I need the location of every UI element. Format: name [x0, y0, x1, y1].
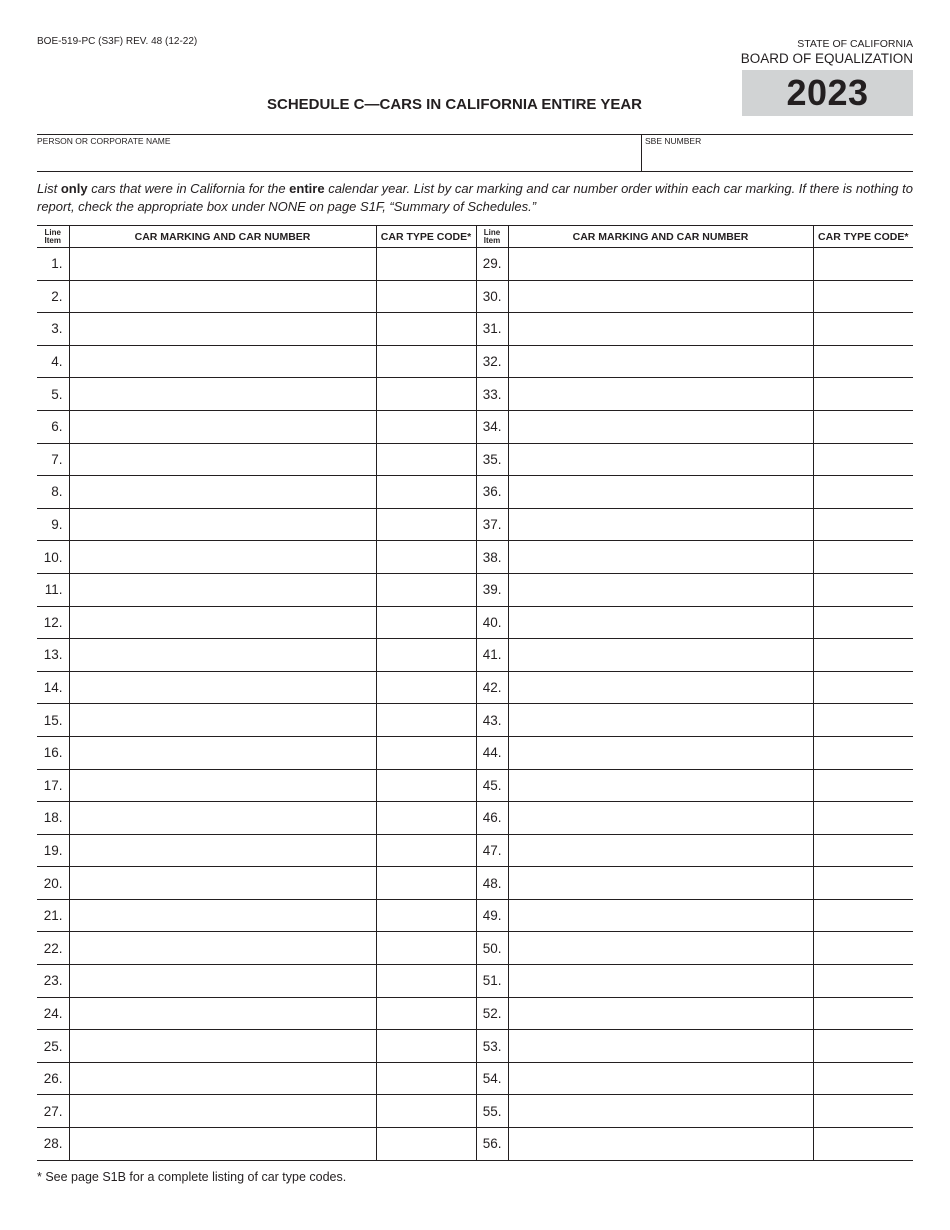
line-item-number: 2.: [37, 280, 69, 313]
ident-divider: [641, 135, 642, 171]
car-type-code-cell[interactable]: [376, 1095, 476, 1128]
car-type-code-cell[interactable]: [376, 573, 476, 606]
line-item-number: 45.: [476, 769, 508, 802]
line-item-number: 13.: [37, 639, 69, 672]
car-marking-cell[interactable]: [508, 541, 813, 574]
line-item-number: 51.: [476, 965, 508, 998]
table-row: [37, 573, 913, 606]
car-type-code-cell[interactable]: [813, 704, 913, 737]
car-marking-cell[interactable]: [508, 899, 813, 932]
car-marking-cell[interactable]: [69, 704, 376, 737]
footnote: * See page S1B for a complete listing of car type codes.: [37, 1170, 347, 1184]
line-item-header: Line Item: [476, 226, 508, 248]
car-type-code-header: CAR TYPE CODE*: [813, 226, 913, 248]
identification-section: [37, 134, 913, 172]
car-marking-cell[interactable]: [69, 671, 376, 704]
instructions: List only cars that were in California for the entire calendar year. List by car marking and car number order within each car marking. If there is nothing to report, check the appropriate box under NONE on page S1F, “Summary of Schedules.”: [37, 181, 913, 214]
line-item-number: 22.: [37, 932, 69, 965]
car-type-code-cell[interactable]: [813, 965, 913, 998]
line-item-number: 42.: [476, 671, 508, 704]
car-type-code-cell[interactable]: [376, 932, 476, 965]
car-marking-cell[interactable]: [508, 313, 813, 346]
car-marking-cell[interactable]: [69, 573, 376, 606]
board-name: BOARD OF EQUALIZATION: [740, 51, 913, 66]
table-row: [37, 1062, 913, 1095]
line-item-number: 38.: [476, 541, 508, 574]
car-type-code-cell[interactable]: [813, 606, 913, 639]
car-marking-cell[interactable]: [508, 378, 813, 411]
table-row: [37, 345, 913, 378]
line-item-number: 33.: [476, 378, 508, 411]
car-marking-cell[interactable]: [69, 932, 376, 965]
car-marking-cell[interactable]: [508, 867, 813, 900]
car-marking-cell[interactable]: [69, 248, 376, 281]
table-row: [37, 606, 913, 639]
table-row: [37, 867, 913, 900]
line-item-number: 56.: [476, 1128, 508, 1161]
car-type-code-cell[interactable]: [813, 899, 913, 932]
car-marking-cell[interactable]: [69, 834, 376, 867]
table-row: [37, 410, 913, 443]
car-type-code-cell[interactable]: [376, 834, 476, 867]
car-marking-cell[interactable]: [508, 802, 813, 835]
car-type-code-cell[interactable]: [813, 671, 913, 704]
line-item-number: 32.: [476, 345, 508, 378]
cars-table: [37, 225, 913, 1161]
table-row: [37, 899, 913, 932]
car-type-code-cell[interactable]: [813, 378, 913, 411]
line-item-number: 31.: [476, 313, 508, 346]
line-item-number: 8.: [37, 476, 69, 509]
car-marking-cell[interactable]: [69, 476, 376, 509]
table-row: [37, 508, 913, 541]
car-type-code-cell[interactable]: [813, 736, 913, 769]
car-type-code-cell[interactable]: [376, 410, 476, 443]
car-type-code-cell[interactable]: [813, 769, 913, 802]
sbe-label: SBE NUMBER: [645, 136, 702, 146]
table-row: [37, 378, 913, 411]
line-item-number: 28.: [37, 1128, 69, 1161]
line-item-number: 41.: [476, 639, 508, 672]
line-item-number: 34.: [476, 410, 508, 443]
line-item-number: 49.: [476, 899, 508, 932]
car-marking-cell[interactable]: [508, 443, 813, 476]
line-item-number: 53.: [476, 1030, 508, 1063]
car-marking-cell[interactable]: [69, 508, 376, 541]
car-type-code-cell[interactable]: [813, 834, 913, 867]
car-type-code-cell[interactable]: [376, 965, 476, 998]
car-marking-cell[interactable]: [69, 867, 376, 900]
line-item-number: 29.: [476, 248, 508, 281]
line-item-number: 6.: [37, 410, 69, 443]
line-item-number: 37.: [476, 508, 508, 541]
car-type-code-cell[interactable]: [813, 867, 913, 900]
line-item-number: 1.: [37, 248, 69, 281]
car-type-code-cell[interactable]: [376, 736, 476, 769]
car-marking-cell[interactable]: [508, 280, 813, 313]
line-item-number: 7.: [37, 443, 69, 476]
line-item-number: 25.: [37, 1030, 69, 1063]
car-type-code-cell[interactable]: [813, 573, 913, 606]
line-item-number: 12.: [37, 606, 69, 639]
car-marking-cell[interactable]: [69, 1062, 376, 1095]
car-type-code-cell[interactable]: [376, 1030, 476, 1063]
line-item-number: 9.: [37, 508, 69, 541]
line-item-number: 21.: [37, 899, 69, 932]
line-item-number: 20.: [37, 867, 69, 900]
line-item-header: Line Item: [37, 226, 69, 248]
line-item-number: 36.: [476, 476, 508, 509]
car-type-code-cell[interactable]: [376, 671, 476, 704]
car-marking-cell[interactable]: [508, 476, 813, 509]
car-type-code-header: CAR TYPE CODE*: [376, 226, 476, 248]
car-type-code-cell[interactable]: [376, 802, 476, 835]
table-row: [37, 541, 913, 574]
car-type-code-cell[interactable]: [813, 345, 913, 378]
line-item-number: 19.: [37, 834, 69, 867]
car-marking-cell[interactable]: [69, 378, 376, 411]
line-item-number: 14.: [37, 671, 69, 704]
table-row: [37, 932, 913, 965]
car-type-code-cell[interactable]: [813, 443, 913, 476]
table-row: [37, 248, 913, 281]
car-marking-cell[interactable]: [69, 410, 376, 443]
table-row: [37, 1128, 913, 1161]
car-marking-cell[interactable]: [508, 606, 813, 639]
table-row: [37, 639, 913, 672]
car-type-code-cell[interactable]: [376, 508, 476, 541]
car-type-code-cell[interactable]: [813, 313, 913, 346]
table-row: [37, 476, 913, 509]
car-type-code-cell[interactable]: [376, 345, 476, 378]
car-marking-cell[interactable]: [508, 965, 813, 998]
car-marking-cell[interactable]: [508, 736, 813, 769]
line-item-number: 11.: [37, 573, 69, 606]
car-marking-cell[interactable]: [508, 1095, 813, 1128]
table-header-row: [37, 226, 913, 248]
car-marking-cell[interactable]: [69, 997, 376, 1030]
car-type-code-cell[interactable]: [813, 1062, 913, 1095]
line-item-number: 23.: [37, 965, 69, 998]
line-item-number: 30.: [476, 280, 508, 313]
car-marking-cell[interactable]: [508, 997, 813, 1030]
table-row: [37, 671, 913, 704]
car-marking-cell[interactable]: [508, 508, 813, 541]
line-item-number: 15.: [37, 704, 69, 737]
table-row: [37, 280, 913, 313]
table-row: [37, 443, 913, 476]
table-row: [37, 802, 913, 835]
line-item-number: 54.: [476, 1062, 508, 1095]
car-type-code-cell[interactable]: [813, 248, 913, 281]
line-item-number: 48.: [476, 867, 508, 900]
car-marking-cell[interactable]: [508, 1062, 813, 1095]
car-marking-cell[interactable]: [69, 606, 376, 639]
table-row: [37, 997, 913, 1030]
line-item-number: 4.: [37, 345, 69, 378]
line-item-number: 46.: [476, 802, 508, 835]
car-marking-cell[interactable]: [69, 802, 376, 835]
car-marking-cell[interactable]: [69, 541, 376, 574]
line-item-number: 5.: [37, 378, 69, 411]
car-marking-cell[interactable]: [69, 736, 376, 769]
line-item-number: 16.: [37, 736, 69, 769]
car-marking-cell[interactable]: [69, 313, 376, 346]
table-row: [37, 704, 913, 737]
car-marking-cell[interactable]: [508, 932, 813, 965]
car-marking-cell[interactable]: [508, 573, 813, 606]
car-marking-cell[interactable]: [69, 1128, 376, 1161]
car-type-code-cell[interactable]: [813, 639, 913, 672]
car-marking-cell[interactable]: [508, 834, 813, 867]
line-item-number: 47.: [476, 834, 508, 867]
table-row: [37, 736, 913, 769]
car-marking-cell[interactable]: [508, 345, 813, 378]
car-type-code-cell[interactable]: [813, 508, 913, 541]
name-label: PERSON OR CORPORATE NAME: [37, 136, 171, 146]
car-type-code-cell[interactable]: [813, 932, 913, 965]
car-type-code-cell[interactable]: [813, 280, 913, 313]
form-id: BOE-519-PC (S3F) REV. 48 (12-22): [37, 36, 198, 47]
table-row: [37, 1095, 913, 1128]
line-item-number: 35.: [476, 443, 508, 476]
table-row: [37, 313, 913, 346]
car-type-code-cell[interactable]: [376, 378, 476, 411]
car-marking-cell[interactable]: [69, 280, 376, 313]
car-type-code-cell[interactable]: [376, 280, 476, 313]
state-name: STATE OF CALIFORNIA: [797, 38, 913, 50]
line-item-number: 27.: [37, 1095, 69, 1128]
car-type-code-cell[interactable]: [376, 476, 476, 509]
car-marking-cell[interactable]: [69, 899, 376, 932]
line-item-number: 52.: [476, 997, 508, 1030]
line-item-number: 40.: [476, 606, 508, 639]
car-type-code-cell[interactable]: [376, 1062, 476, 1095]
tax-year: 2023: [742, 70, 913, 116]
car-marking-cell[interactable]: [508, 671, 813, 704]
table-row: [37, 1030, 913, 1063]
car-marking-cell[interactable]: [508, 248, 813, 281]
line-item-number: 44.: [476, 736, 508, 769]
car-type-code-cell[interactable]: [813, 1128, 913, 1161]
car-type-code-cell[interactable]: [376, 899, 476, 932]
line-item-number: 39.: [476, 573, 508, 606]
line-item-number: 17.: [37, 769, 69, 802]
line-item-number: 10.: [37, 541, 69, 574]
car-type-code-cell[interactable]: [376, 313, 476, 346]
car-type-code-cell[interactable]: [376, 997, 476, 1030]
car-marking-cell[interactable]: [508, 1128, 813, 1161]
car-type-code-cell[interactable]: [813, 541, 913, 574]
table-row: [37, 769, 913, 802]
page-title: SCHEDULE C—CARS IN CALIFORNIA ENTIRE YEAR: [266, 96, 643, 113]
car-marking-cell[interactable]: [69, 639, 376, 672]
car-type-code-cell[interactable]: [813, 476, 913, 509]
car-type-code-cell[interactable]: [813, 1095, 913, 1128]
car-marking-cell[interactable]: [69, 345, 376, 378]
line-item-number: 50.: [476, 932, 508, 965]
car-type-code-cell[interactable]: [376, 541, 476, 574]
car-marking-cell[interactable]: [508, 769, 813, 802]
car-marking-cell[interactable]: [69, 443, 376, 476]
table-row: [37, 965, 913, 998]
car-marking-cell[interactable]: [69, 965, 376, 998]
car-type-code-cell[interactable]: [376, 867, 476, 900]
car-type-code-cell[interactable]: [376, 606, 476, 639]
car-type-code-cell[interactable]: [376, 443, 476, 476]
car-marking-cell[interactable]: [508, 410, 813, 443]
car-marking-cell[interactable]: [69, 769, 376, 802]
line-item-number: 26.: [37, 1062, 69, 1095]
car-type-code-cell[interactable]: [813, 410, 913, 443]
car-marking-cell[interactable]: [508, 704, 813, 737]
car-marking-header: CAR MARKING AND CAR NUMBER: [508, 226, 813, 248]
car-type-code-cell[interactable]: [376, 1128, 476, 1161]
car-type-code-cell[interactable]: [813, 997, 913, 1030]
car-type-code-cell[interactable]: [813, 802, 913, 835]
car-marking-cell[interactable]: [69, 1095, 376, 1128]
car-type-code-cell[interactable]: [376, 769, 476, 802]
car-marking-cell[interactable]: [508, 639, 813, 672]
table-row: [37, 834, 913, 867]
car-type-code-cell[interactable]: [813, 1030, 913, 1063]
car-marking-cell[interactable]: [508, 1030, 813, 1063]
car-marking-header: CAR MARKING AND CAR NUMBER: [69, 226, 376, 248]
car-marking-cell[interactable]: [69, 1030, 376, 1063]
line-item-number: 18.: [37, 802, 69, 835]
line-item-number: 43.: [476, 704, 508, 737]
car-type-code-cell[interactable]: [376, 248, 476, 281]
line-item-number: 24.: [37, 997, 69, 1030]
line-item-number: 3.: [37, 313, 69, 346]
car-type-code-cell[interactable]: [376, 639, 476, 672]
car-type-code-cell[interactable]: [376, 704, 476, 737]
line-item-number: 55.: [476, 1095, 508, 1128]
